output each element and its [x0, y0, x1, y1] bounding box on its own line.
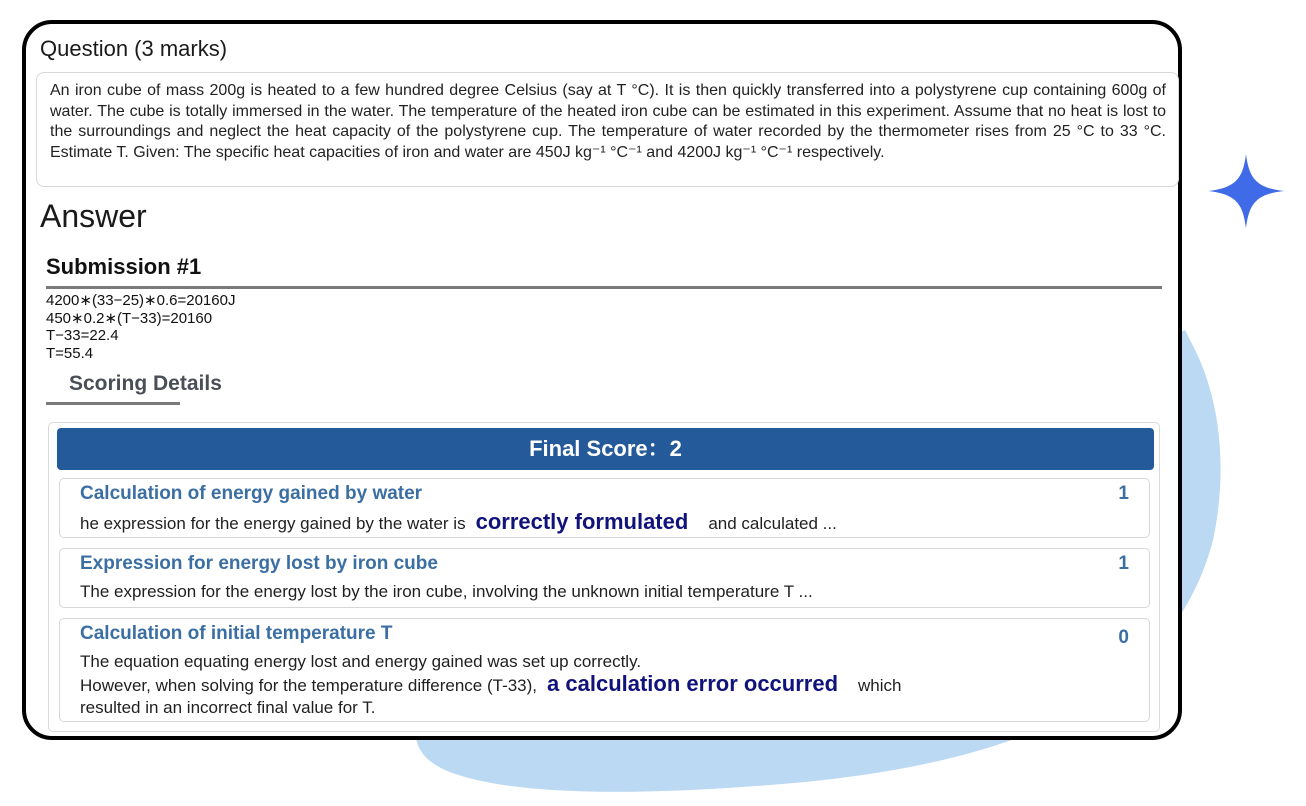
scoring-panel [48, 422, 1160, 732]
criterion-score: 0 [1118, 627, 1129, 648]
question-text-box [36, 72, 1179, 187]
criterion-text-pre: he expression for the energy gained by the water is [80, 514, 466, 533]
criterion-highlight: a calculation error occurred [547, 671, 839, 696]
submission-work [46, 292, 235, 362]
criterion-score: 1 [1118, 553, 1129, 574]
sparkle-icon [1206, 152, 1286, 232]
criterion-card [59, 478, 1150, 538]
criterion-highlight: correctly formulated [475, 509, 689, 534]
criterion-text-post: and calculated ... [708, 514, 837, 533]
final-score-bar: Final Score：2 [57, 428, 1154, 470]
criterion-text: The expression for the energy lost by the iron cube, involving the unknown initial temperature T ... [80, 582, 813, 601]
criterion-title: Calculation of energy gained by water [80, 483, 423, 504]
submission-title: Submission #1 [46, 254, 202, 279]
criterion-title: Expression for energy lost by iron cube [80, 553, 438, 574]
criterion-text-post: which [858, 676, 902, 695]
question-card [22, 20, 1182, 740]
answer-heading: Answer [40, 198, 147, 234]
work-line: 450∗0.2∗(T−33)=20160 [46, 309, 213, 327]
criterion-text [80, 651, 902, 719]
question-text: An iron cube of mass 200g is heated to a few hundred degree Celsius (say at T °C). It is then quickly transferred into a polystyrene cup containing 600g of water. The cube is totally immersed in the water. The temperature of the heated iron cube can be estimated in this experiment. Assume that no heat is lost to the surroundings and neglect the heat capacity of the polystyrene cup. The temperature of water recorded by the thermometer rises from 25 °C to 33 °C. Estimate T. Given: The specific heat capacities of iron and water are 450J kg⁻¹ °C⁻¹ and 4200J kg⁻¹ °C⁻¹ respectively. [50, 82, 1166, 161]
submission-divider [46, 286, 1162, 289]
criterion-title: Calculation of initial temperature T [80, 623, 393, 644]
tab-scoring-details[interactable]: Scoring Details [69, 372, 222, 395]
work-line: 4200∗(33−25)∗0.6=20160J [46, 292, 236, 309]
criterion-text-line [80, 673, 902, 697]
criterion-text-line: The equation equating energy lost and energy gained was set up correctly. [80, 652, 642, 671]
tab-underline [46, 402, 180, 405]
work-line: T=55.4 [46, 344, 94, 362]
criterion-card [59, 618, 1150, 722]
criterion-text-pre: However, when solving for the temperature difference (T-33), [80, 676, 538, 695]
criterion-card [59, 548, 1150, 608]
criterion-score: 1 [1118, 483, 1129, 504]
work-line: T−33=22.4 [46, 327, 119, 344]
criterion-text-line: resulted in an incorrect final value for T. [80, 698, 376, 717]
question-title: Question (3 marks) [40, 36, 228, 61]
criterion-text [80, 511, 837, 535]
